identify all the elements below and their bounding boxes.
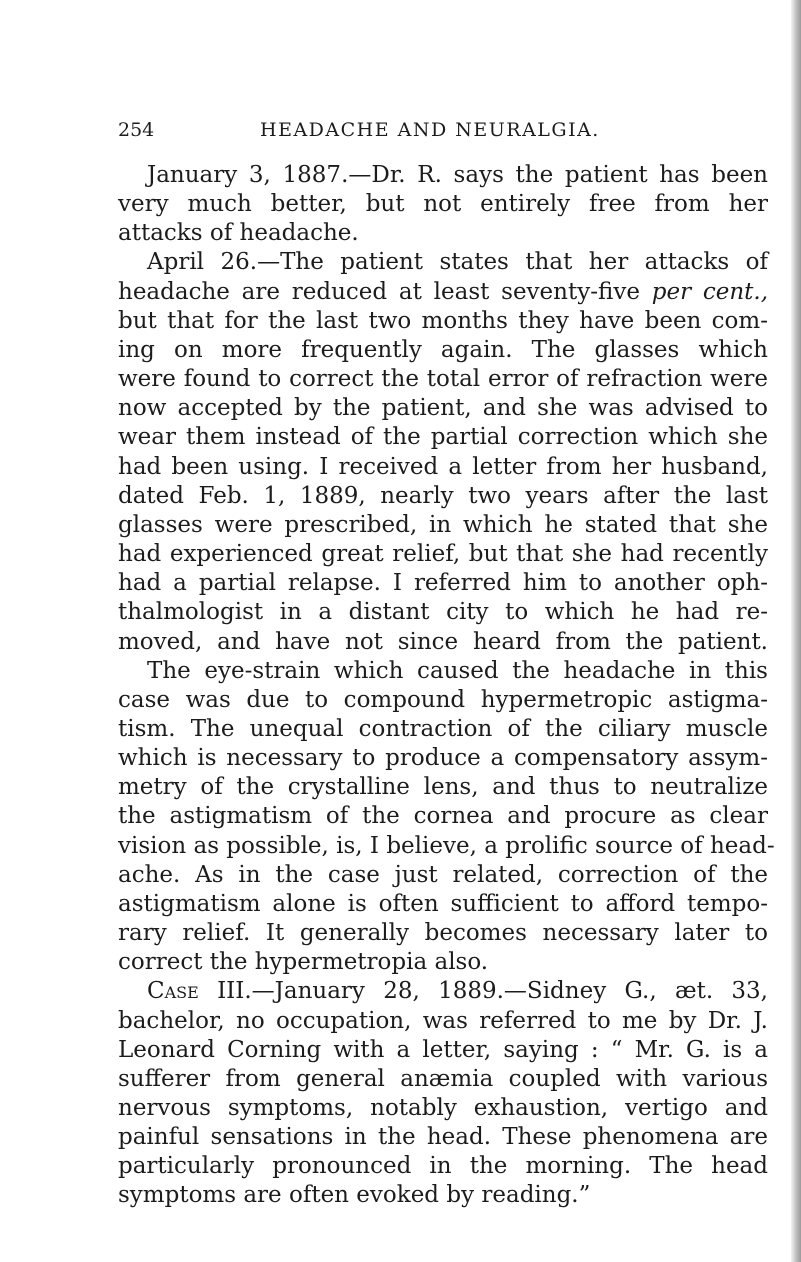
text-line: Leonard Corning with a letter, saying : “ Mr. G. is a [118,1036,768,1063]
text-line: rary relief. It generally becomes necessary later to [118,920,768,947]
case-label: Case [147,978,199,1005]
text-line: correct the hypermetropia also. [118,949,489,976]
text-line: case was due to compound hypermetropic astigma- [118,686,768,713]
text-line: glasses were prescribed, in which he stated that she [118,511,768,538]
text-line: dated Feb. 1, 1889, nearly two years after the last [118,482,768,509]
running-title: HEADACHE AND NEURALGIA. [260,119,600,141]
text-line: January 3, 1887.—Dr. R. says the patient has been [147,162,768,188]
text-line: particularly pronounced in the morning. The head [118,1153,768,1180]
text-line: had a partial relapse. I referred him to another oph- [118,570,768,597]
text-run: headache are reduced at least seventy-five [118,278,640,305]
text-line: The eye-strain which caused the headache in this [147,657,768,684]
text-line: moved, and have not since heard from the patient. [118,628,768,655]
text-line: April 26.—The patient states that her attacks of [147,249,768,276]
text-line: the astigmatism of the cornea and procure as clear [118,803,768,830]
text-line [118,278,768,307]
text-line: metry of the crystalline lens, and thus to neutralize [118,774,768,801]
text-line [118,977,768,1006]
text-line: were found to correct the total error of refraction were [118,366,768,393]
text-line: nervous symptoms, notably exhaustion, vertigo and [118,1095,768,1121]
text-line: had experienced great relief, but that she had recently [118,541,768,568]
text-line: now accepted by the patient, and she was advised to [118,395,768,422]
text-line: sufferer from general anæmia coupled with various [118,1065,768,1092]
body-text [118,161,775,1211]
text-line: which is necessary to produce a compensatory assym- [118,745,768,772]
italic-phrase: per cent., [651,278,769,305]
text-run: III.—January 28, 1889.—Sidney G., æt. 33, [217,978,768,1005]
text-line: vision as possible, is, I believe, a prolific source of head- [118,832,775,859]
text-line: but that for the last two months they have been com- [118,307,768,334]
text-line: tism. The unequal contraction of the ciliary muscle [118,715,768,742]
text-line: ing on more frequently again. The glasses which [118,336,768,363]
text-line: wear them instead of the partial correction which she [118,424,768,451]
text-line: very much better, but not entirely free from her [118,191,768,218]
text-line: attacks of headache. [118,220,359,247]
text-line: bachelor, no occupation, was referred to me by Dr. J. [118,1007,768,1034]
text-line: thalmologist in a distant city to which he had re- [118,599,768,626]
text-line: painful sensations in the head. These phenomena are [118,1124,768,1151]
page-edge-shadow [791,0,801,1262]
page-number: 254 [118,119,155,141]
text-line: symptoms are often evoked by reading.” [118,1182,591,1209]
text-line: had been using. I received a letter from her husband, [118,453,768,480]
text-line: ache. As in the case just related, correction of the [118,861,768,888]
text-line: astigmatism alone is often sufficient to afford tempo- [118,890,768,917]
page-header [118,117,758,143]
